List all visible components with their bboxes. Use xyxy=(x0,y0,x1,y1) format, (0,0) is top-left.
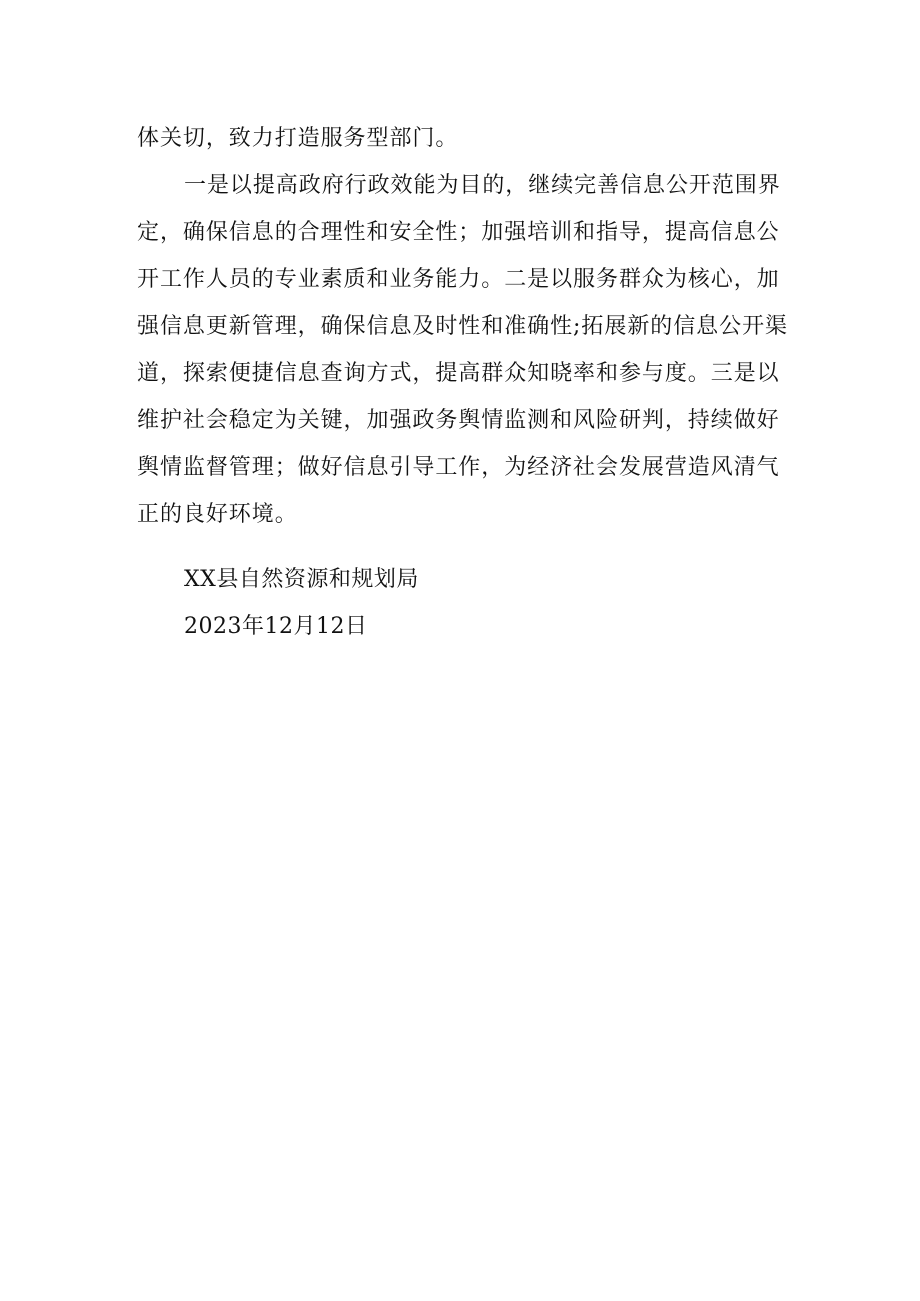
body-line-3: 定，确保信息的合理性和安全性；加强培训和指导，提高信息公 xyxy=(137,220,780,245)
body-line-7: 维护社会稳定为关键，加强政务舆情监测和风险研判，持续做好 xyxy=(137,408,780,433)
body-line-6: 道，探索便捷信息查询方式，提高群众知晓率和参与度。三是以 xyxy=(137,361,780,386)
body-line-9: 正的良好环境。 xyxy=(137,502,298,527)
body-line-1: 体关切，致力打造服务型部门。 xyxy=(137,126,459,151)
signature-organization: XX县自然资源和规划局 xyxy=(184,567,419,592)
signature-date: 2023年12月12日 xyxy=(184,614,368,639)
body-line-2: 一是以提高政府行政效能为目的，继续完善信息公开范围界 xyxy=(184,173,781,198)
body-line-8: 舆情监督管理；做好信息引导工作，为经济社会发展营造风清气 xyxy=(137,455,780,480)
body-line-5: 强信息更新管理，确保信息及时性和准确性;拓展新的信息公开渠 xyxy=(137,314,788,339)
body-line-4: 开工作人员的专业素质和业务能力。二是以服务群众为核心，加 xyxy=(137,267,780,292)
